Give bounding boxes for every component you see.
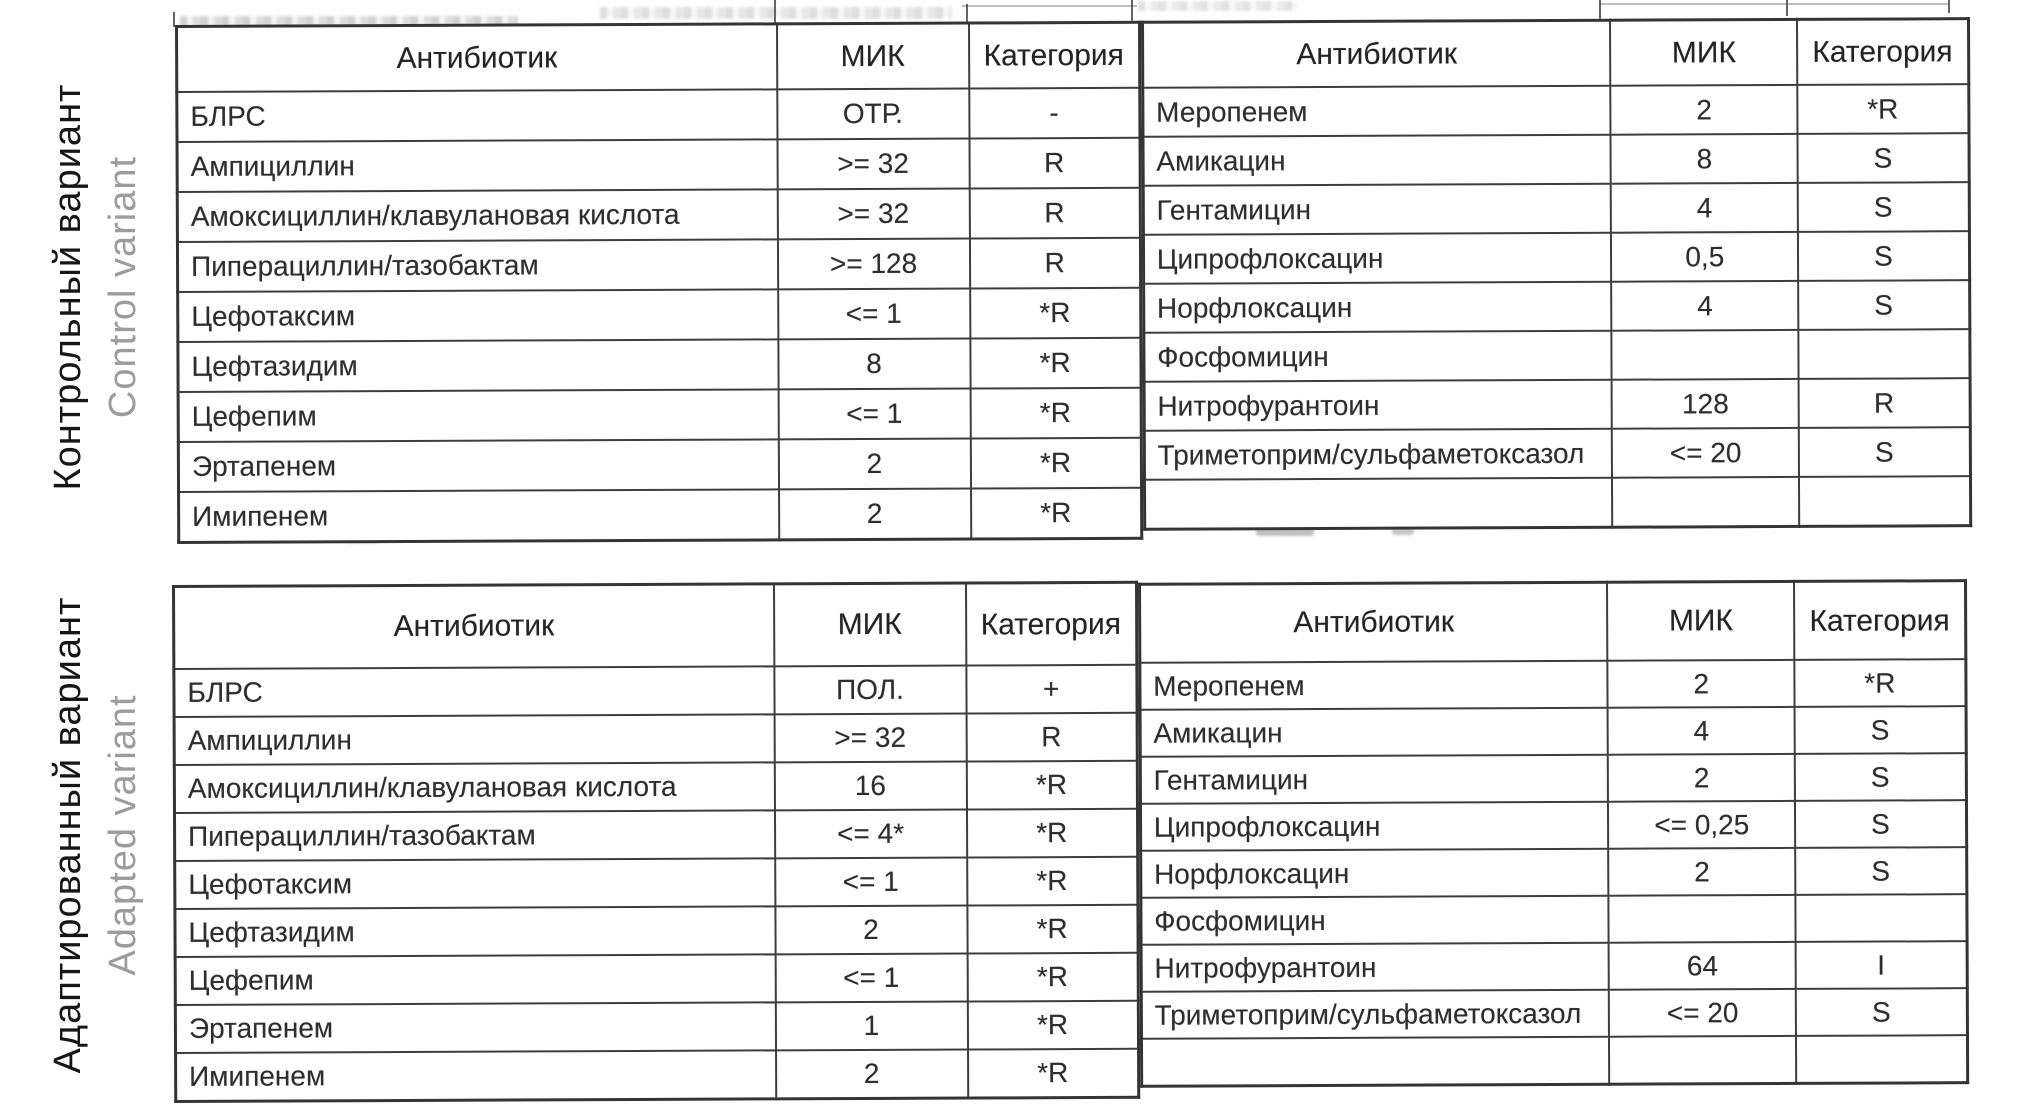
table-row <box>177 188 1140 242</box>
category-cell: *R <box>970 438 1141 489</box>
category-cell: S <box>1798 182 1969 232</box>
mic-cell: <= 1 <box>775 858 967 907</box>
category-cell: - <box>969 88 1140 139</box>
category-cell: R <box>966 713 1137 762</box>
category-cell: *R <box>970 288 1141 339</box>
category-cell: S <box>1798 133 1969 183</box>
antibiotic-cell: Амоксициллин/клавулановая кислота <box>177 189 777 242</box>
category-cell: + <box>966 665 1137 714</box>
mic-header: МИК <box>1607 581 1794 660</box>
table-row <box>1140 706 1966 757</box>
antibiotic-header: Антибиотик <box>174 584 774 669</box>
mic-cell <box>1609 1036 1796 1084</box>
category-cell: R <box>969 138 1140 189</box>
category-cell: *R <box>966 809 1137 858</box>
mic-cell: 16 <box>774 762 966 811</box>
category-cell: *R <box>1798 84 1969 134</box>
antibiotic-cell: Амикацин <box>1140 708 1608 757</box>
antibiotic-cell <box>1141 1037 1609 1087</box>
mic-cell: 128 <box>1612 379 1799 429</box>
table-row <box>1140 847 1966 898</box>
category-cell: R <box>1799 378 1970 428</box>
mic-cell: <= 20 <box>1609 989 1796 1037</box>
antibiotic-cell: Цефепим <box>175 954 775 1005</box>
antibiotic-cell: Пиперациллин/тазобактам <box>174 810 774 861</box>
category-cell <box>1799 476 1970 526</box>
mic-cell <box>1612 330 1799 380</box>
table-row <box>178 288 1141 342</box>
scan-line-stub <box>1948 0 1950 13</box>
mic-cell: 2 <box>1608 848 1795 896</box>
antibiotic-cell: Меропенем <box>1140 661 1608 710</box>
table-row <box>177 88 1140 142</box>
antibiotic-cell: Эртапенем <box>178 439 778 492</box>
table-row <box>175 905 1138 957</box>
table-row <box>175 1001 1138 1053</box>
antibiotic-cell: Нитрофурантоин <box>1141 943 1609 992</box>
category-header: Категория <box>1797 19 1968 85</box>
category-header: Категория <box>965 582 1136 665</box>
antibiotic-cell: Цефепим <box>178 389 778 442</box>
mic-cell: >= 128 <box>777 239 969 290</box>
header-row <box>1139 581 1965 663</box>
scan-remnant-line <box>962 5 1137 7</box>
mic-cell: 8 <box>1611 134 1798 184</box>
category-cell: S <box>1795 847 1966 895</box>
category-cell: S <box>1798 231 1969 281</box>
adapted-variant-label-en: Adapted variant <box>102 694 144 976</box>
mic-cell: <= 1 <box>775 954 967 1003</box>
mic-cell: >= 32 <box>777 189 969 240</box>
antibiotic-header: Антибиотик <box>1142 20 1610 88</box>
control-left-subtable <box>175 21 1143 544</box>
mic-cell: <= 1 <box>778 389 970 440</box>
category-cell: S <box>1795 800 1966 848</box>
mic-cell: 2 <box>1608 660 1795 708</box>
mic-cell: <= 1 <box>778 289 970 340</box>
adapted-left-subtable <box>172 581 1140 1103</box>
adapted-variant-label <box>41 555 153 1104</box>
antibiotic-header: Антибиотик <box>177 24 777 92</box>
table-row <box>1141 894 1967 945</box>
mic-cell: ПОЛ. <box>774 666 966 715</box>
mic-header: МИК <box>774 583 966 666</box>
category-cell: *R <box>967 905 1138 954</box>
mic-cell: 2 <box>776 1050 968 1099</box>
mic-cell: <= 0,25 <box>1608 801 1795 849</box>
antibiotic-cell: Имипенем <box>179 489 779 542</box>
table-row <box>1144 427 1970 480</box>
mic-cell: 8 <box>778 339 970 390</box>
antibiotic-cell: Эртапенем <box>175 1002 775 1053</box>
mic-cell: 2 <box>1611 85 1798 135</box>
category-cell: S <box>1795 753 1966 801</box>
antibiotic-cell: Ампициллин <box>177 139 777 192</box>
table-row <box>1144 476 1970 529</box>
mic-cell: >= 32 <box>777 139 969 190</box>
mic-cell: 4 <box>1611 281 1798 331</box>
antibiotic-cell: Гентамицин <box>1143 184 1611 235</box>
category-cell: *R <box>967 953 1138 1002</box>
header-row <box>174 582 1137 669</box>
category-cell: R <box>969 188 1140 239</box>
category-cell: *R <box>1795 659 1966 707</box>
antibiotic-cell: Триметоприм/сульфаметоксазол <box>1144 429 1612 480</box>
antibiotic-cell: Амикацин <box>1143 135 1611 186</box>
scan-line-stub <box>1131 0 1133 22</box>
category-cell <box>1799 329 1970 379</box>
antibiotic-cell: Норфлоксацин <box>1140 849 1608 898</box>
adapted-right-subtable <box>1138 579 1969 1088</box>
table-row <box>177 238 1140 292</box>
table-row <box>1143 280 1969 333</box>
category-cell: *R <box>970 388 1141 439</box>
mic-cell: <= 20 <box>1612 428 1799 478</box>
table-row <box>176 1049 1139 1102</box>
category-cell: *R <box>967 1001 1138 1050</box>
category-cell <box>1796 1035 1967 1083</box>
antibiotic-header: Антибиотик <box>1139 582 1607 663</box>
category-cell: R <box>969 238 1140 289</box>
table-row <box>1141 1035 1967 1086</box>
table-row <box>174 665 1137 717</box>
category-cell: S <box>1799 427 1970 477</box>
category-cell: *R <box>966 761 1137 810</box>
antibiotic-cell: Фосфомицин <box>1144 331 1612 382</box>
table-row <box>1143 84 1969 137</box>
table-row <box>174 809 1137 861</box>
control-variant-label-ru: Контрольный вариант <box>47 83 89 491</box>
category-cell: *R <box>970 338 1141 389</box>
antibiotic-cell: Нитрофурантоин <box>1144 380 1612 431</box>
adapted-variant-label-ru: Адаптированный вариант <box>47 596 89 1074</box>
antibiotic-cell <box>1144 478 1612 530</box>
table-row <box>179 488 1142 543</box>
scan-line-stub <box>1599 0 1601 19</box>
table-row <box>1144 329 1970 382</box>
mic-cell: 4 <box>1608 707 1795 755</box>
table-row <box>174 761 1137 813</box>
control-variant-label <box>41 77 153 497</box>
mic-cell: <= 4* <box>774 810 966 859</box>
category-cell: S <box>1795 706 1966 754</box>
table-row <box>1144 378 1970 431</box>
antibiotic-cell: Триметоприм/сульфаметоксазол <box>1141 990 1609 1039</box>
category-cell: I <box>1796 941 1967 989</box>
table-row <box>1143 133 1969 186</box>
mic-cell: 4 <box>1611 183 1798 233</box>
antibiotic-cell: Цефотаксим <box>175 858 775 909</box>
mic-header: МИК <box>1610 19 1797 85</box>
category-cell: S <box>1796 988 1967 1036</box>
category-cell: *R <box>968 1049 1139 1098</box>
antibiotic-cell: Фосфомицин <box>1141 896 1609 945</box>
antibiotic-cell: БЛРС <box>174 666 774 717</box>
mic-cell <box>1609 895 1796 943</box>
table-row <box>1143 231 1969 284</box>
table-row <box>177 138 1140 192</box>
table-row <box>1140 753 1966 804</box>
table-row <box>1140 659 1966 710</box>
antibiotic-cell: Меропенем <box>1143 86 1611 137</box>
antibiotic-cell: Гентамицин <box>1140 755 1608 804</box>
table-row <box>178 388 1141 442</box>
category-cell: S <box>1798 280 1969 330</box>
control-variant-table <box>175 17 1972 544</box>
antibiotic-cell: Амоксициллин/клавулановая кислота <box>174 762 774 813</box>
adapted-variant-table <box>172 577 1969 1103</box>
mic-cell: 0,5 <box>1611 232 1798 282</box>
antibiotic-cell: Пиперациллин/тазобактам <box>177 239 777 292</box>
antibiotic-cell: Ампициллин <box>174 714 774 765</box>
control-right-subtable <box>1141 17 1972 531</box>
mic-cell: 2 <box>779 489 971 540</box>
header-row <box>1142 19 1968 88</box>
mic-cell: 1 <box>775 1002 967 1051</box>
antibiotic-cell: Цефотаксим <box>178 289 778 342</box>
category-cell: *R <box>971 488 1142 539</box>
header-row <box>177 22 1140 92</box>
antibiotic-cell: Норфлоксацин <box>1143 282 1611 333</box>
mic-cell: ОТР. <box>777 89 969 140</box>
scan-noise-band <box>600 7 952 19</box>
mic-cell: 2 <box>1608 754 1795 802</box>
mic-cell: 2 <box>775 906 967 955</box>
antibiotic-cell: Имипенем <box>176 1050 776 1101</box>
table-row <box>175 857 1138 909</box>
table-row <box>175 953 1138 1005</box>
mic-cell: 64 <box>1609 942 1796 990</box>
table-row <box>178 338 1141 392</box>
mic-cell <box>1612 477 1799 527</box>
category-header: Категория <box>1794 581 1965 660</box>
antibiotic-cell: Ципрофлоксацин <box>1143 233 1611 284</box>
antibiotic-cell: Ципрофлоксацин <box>1140 802 1608 851</box>
table-row <box>174 713 1137 765</box>
mic-cell: 2 <box>778 439 970 490</box>
category-cell: *R <box>967 857 1138 906</box>
antibiotic-cell: Цефтазидим <box>178 339 778 392</box>
scan-noise-band <box>1138 1 1298 11</box>
table-row <box>178 438 1141 492</box>
mic-header: МИК <box>777 23 969 89</box>
category-cell <box>1796 894 1967 942</box>
scan-remnant-line <box>1600 3 1948 5</box>
category-header: Категория <box>968 22 1139 88</box>
antibiotic-cell: Цефтазидим <box>175 906 775 957</box>
table-row <box>1141 941 1967 992</box>
mic-cell: >= 32 <box>774 714 966 763</box>
table-row <box>1140 800 1966 851</box>
table-row <box>1143 182 1969 235</box>
table-row <box>1141 988 1967 1039</box>
antibiotic-cell: БЛРС <box>177 89 777 142</box>
control-variant-label-en: Control variant <box>102 155 144 419</box>
scan-line-stub <box>1786 0 1788 16</box>
